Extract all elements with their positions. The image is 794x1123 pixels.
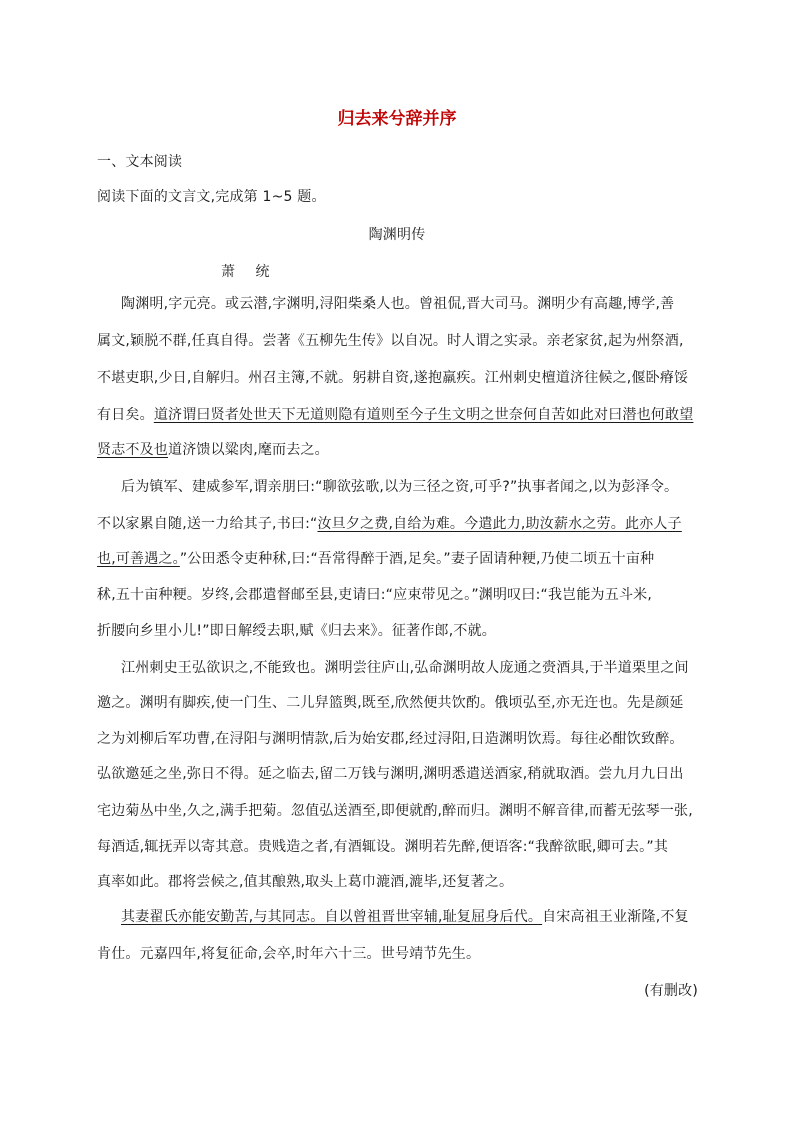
underlined-sentence: 贤志不及也 — [97, 442, 168, 458]
passage-title: 陶渊明传 — [368, 227, 426, 243]
underlined-sentence: 也,可善遇之。 — [97, 551, 180, 567]
underlined-sentence: 汝旦夕之费,自给为难。今遣此力,助汝薪水之劳。此亦人子 — [317, 516, 682, 532]
passage-line: 宅边菊丛中坐,久之,满手把菊。忽值弘送酒至,即便就酌,醉而归。渊明不解音律,而蓄无弦琴一张, — [97, 803, 693, 819]
passage-line: 秫,五十亩种粳。岁终,会郡遣督邮至县,吏请曰:“应束带见之。”渊明叹曰:“我岂能为五斗米, — [97, 587, 652, 603]
passage-line: 有日矣。道济谓曰贤者处世天下无道则隐有道则至今子生文明之世奈何自苦如此对曰潜也何敢望 — [97, 407, 694, 423]
passage-line: 陶渊明,字元亮。或云潜,字渊明,浔阳柴桑人也。曾祖侃,晋大司马。渊明少有高趣,博学,善 — [121, 296, 675, 312]
underlined-sentence: 其妻翟氏亦能安勤苦,与其同志。 — [121, 909, 325, 925]
source-note: (有删改) — [644, 983, 698, 999]
author-name: 萧 统 — [221, 264, 278, 280]
passage-line: 每酒适,辄抚弄以寄其意。贵贱造之者,有酒辄设。渊明若先醉,便语客:“我醉欲眠,卿可去。”其 — [97, 839, 669, 855]
passage-line: 不堪吏职,少日,自解归。州召主簿,不就。躬耕自资,遂抱羸疾。江州刺史檀道济往候之,偃卧瘠馁 — [97, 370, 689, 386]
passage-line: 肯仕。元嘉四年,将复征命,会卒,时年六十三。世号靖节先生。 — [97, 946, 481, 962]
passage-line: 之为刘柳后军功曹,在浔阳与渊明情款,后为始安郡,经过浔阳,日造渊明饮焉。每往必酣饮致醉。 — [97, 731, 684, 747]
passage-line: 也,可善遇之。”公田悉令吏种秫,曰:“吾常得醉于酒,足矣。”妻子固请种粳,乃使二顷五十亩种 — [97, 551, 655, 567]
passage-line: 后为镇军、建威参军,谓亲朋曰:“聊欲弦歌,以为三径之资,可乎?”执事者闻之,以为彭泽令。 — [121, 479, 679, 495]
section-heading: 一、文本阅读 — [97, 154, 183, 170]
passage-line: 其妻翟氏亦能安勤苦,与其同志。自以曾祖晋世宰辅,耻复屈身后代。自宋高祖王业渐隆,不复 — [121, 909, 689, 925]
passage-line: 贤志不及也道济馈以粱肉,麾而去之。 — [97, 442, 329, 458]
passage-line: 邀之。渊明有脚疾,使一门生、二儿舁篮舆,既至,欣然便共饮酌。俄顷弘至,亦无迕也。先是颜延 — [97, 695, 684, 711]
passage-line: 不以家累自随,送一力给其子,书曰:“汝旦夕之费,自给为难。今遣此力,助汝薪水之劳。此亦人子 — [97, 516, 682, 532]
document-title: 归去来兮辞并序 — [337, 109, 457, 129]
passage-line: 弘欲邀延之坐,弥日不得。延之临去,留二万钱与渊明,渊明悉遣送酒家,稍就取酒。尝九月九日出 — [97, 766, 684, 782]
passage-line: 真率如此。郡将尝候之,值其酿熟,取头上葛巾漉酒,漉毕,还复著之。 — [97, 874, 514, 890]
instruction-text: 阅读下面的文言文,完成第 1~5 题。 — [97, 189, 326, 205]
passage-line: 属文,颖脱不群,任真自得。尝著《五柳先生传》以自况。时人谓之实录。亲老家贫,起为州祭酒, — [97, 333, 684, 349]
passage-line: 江州刺史王弘欲识之,不能致也。渊明尝往庐山,弘命渊明故人庞通之赍酒具,于半道栗里之间 — [121, 660, 689, 676]
passage-line: 折腰向乡里小儿!”即日解绶去职,赋《归去来》。征著作郎,不就。 — [97, 623, 496, 639]
underlined-sentence: 自以曾祖晋世宰辅,耻复屈身后代。 — [324, 909, 543, 925]
underlined-sentence: 道济谓曰贤者处世天下无道则隐有道则至今子生文明之世奈何自苦如此对曰潜也何敢望 — [153, 407, 694, 423]
